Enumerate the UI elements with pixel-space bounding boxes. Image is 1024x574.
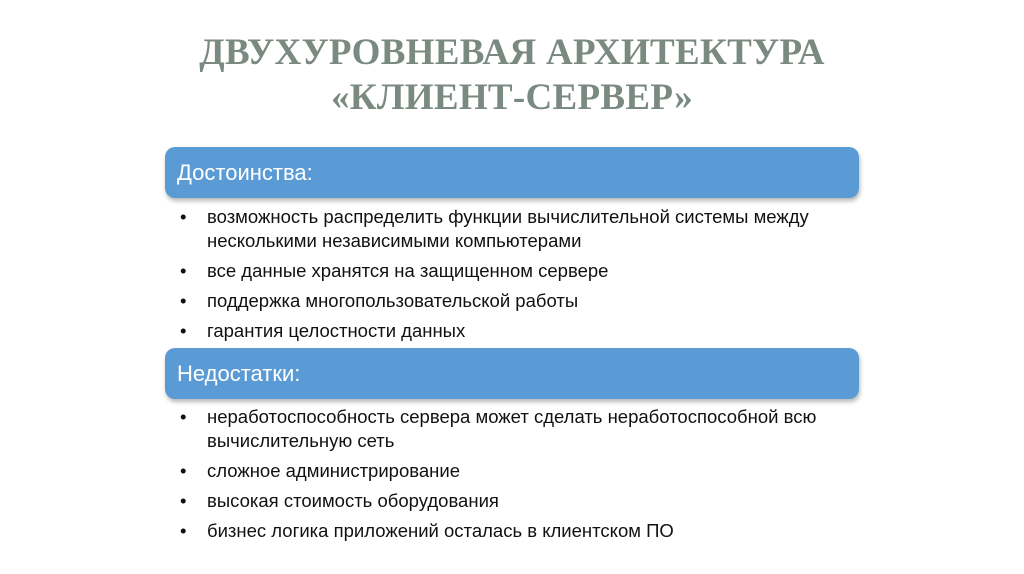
advantages-list [180,205,860,349]
bullet-icon: • [180,460,187,481]
bullet-icon: • [180,520,187,541]
advantages-heading-bar: Достоинства: [165,147,859,198]
list-item-text: гарантия целостности данных [207,320,466,341]
disadvantages-heading-bar: Недостатки: [165,348,859,399]
title-line-1: ДВУХУРОВНЕВАЯ АРХИТЕКТУРА [199,32,825,73]
list-item-text: сложное администрирование [207,460,461,481]
list-item-text: высокая стоимость оборудования [207,490,499,511]
bullet-icon: • [180,260,187,281]
list-item [180,519,860,543]
list-item [180,489,860,513]
list-item-text: бизнес логика приложений осталась в клиентском ПО [207,520,674,541]
list-item-text: поддержка многопользовательской работы [207,290,579,311]
title-line-2: «КЛИЕНТ-СЕРВЕР» [330,77,694,118]
list-item [180,205,860,253]
slide-title [0,30,1024,120]
list-item-text: все данные хранятся на защищенном сервере [207,260,609,281]
list-item [180,459,860,483]
list-item [180,289,860,313]
bullet-icon: • [180,320,187,341]
bullet-icon: • [180,490,187,511]
bullet-icon: • [180,406,187,427]
list-item-text: неработоспособность сервера может сделать неработоспособной всю вычислительную сеть [207,406,817,451]
list-item [180,259,860,283]
list-item [180,319,860,343]
list-item [180,405,860,453]
bullet-icon: • [180,206,187,227]
disadvantages-list [180,405,860,549]
list-item-text: возможность распределить функции вычислительной системы между несколькими независимыми компьютерами [207,206,809,251]
bullet-icon: • [180,290,187,311]
